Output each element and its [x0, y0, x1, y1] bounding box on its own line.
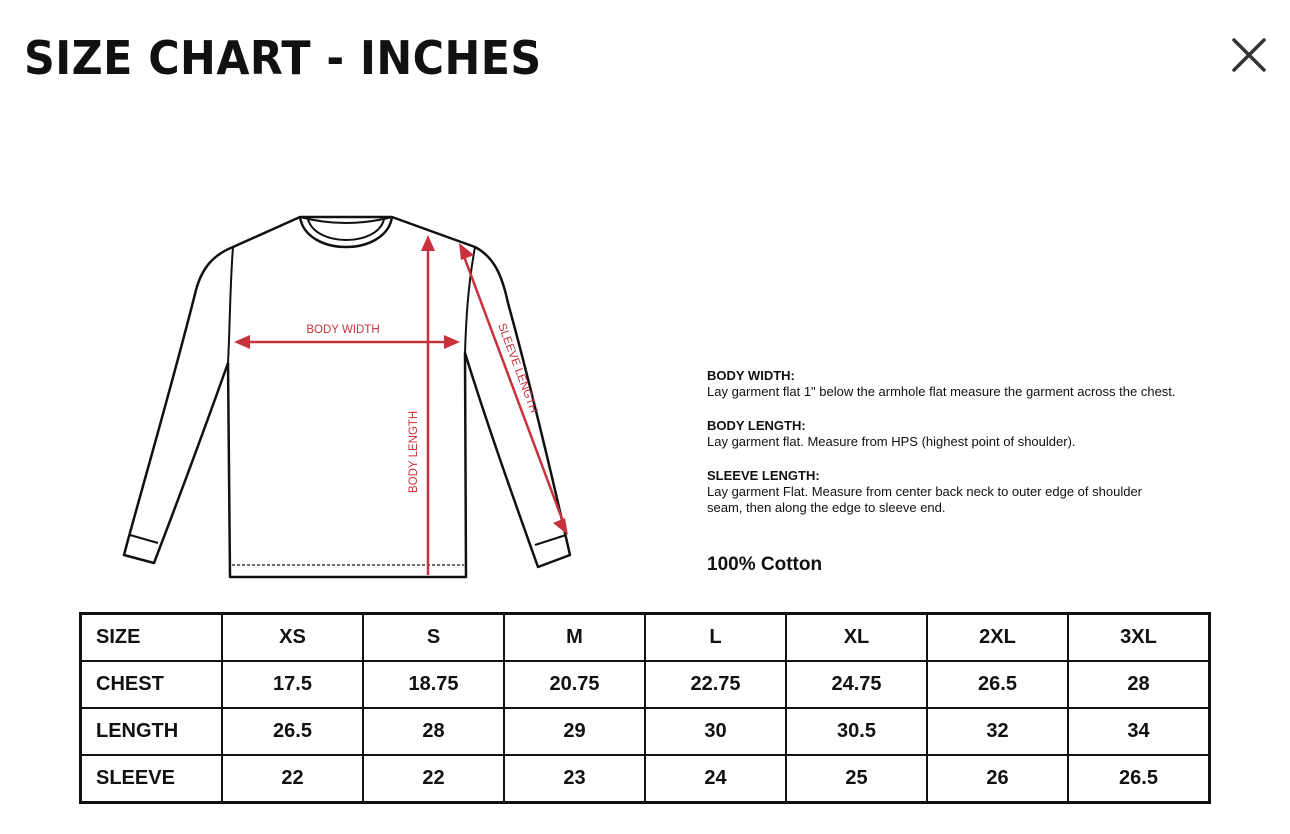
- table-cell: 30.5: [786, 708, 927, 755]
- right-cuff-seam: [535, 535, 566, 545]
- close-button[interactable]: [1228, 34, 1270, 76]
- shirt-outline: [124, 217, 570, 577]
- body-length-label: BODY LENGTH: [408, 410, 420, 493]
- table-cell: 29: [504, 708, 645, 755]
- sleeve-length-label: SLEEVE LENGTH: [495, 321, 540, 415]
- table-header-cell: 3XL: [1068, 614, 1210, 662]
- table-header-cell: XS: [222, 614, 363, 662]
- left-armhole-seam: [228, 247, 233, 363]
- body-width-arrow: [234, 335, 460, 349]
- table-cell: 32: [927, 708, 1068, 755]
- close-icon: [1228, 34, 1270, 76]
- description-heading: BODY LENGTH:: [707, 418, 806, 433]
- table-cell: 26: [927, 755, 1068, 803]
- table-header-row: [81, 614, 1210, 662]
- table-header-cell: XL: [786, 614, 927, 662]
- table-cell: 26.5: [927, 661, 1068, 708]
- table-cell: 22: [222, 755, 363, 803]
- table-header-cell: L: [645, 614, 786, 662]
- table-cell: 20.75: [504, 661, 645, 708]
- description-text: Lay garment flat 1" below the armhole flat measure the garment across the chest.: [707, 384, 1176, 399]
- description-heading: SLEEVE LENGTH:: [707, 468, 820, 483]
- table-cell: 28: [1068, 661, 1210, 708]
- measurement-descriptions: [707, 368, 1227, 534]
- table-cell: 30: [645, 708, 786, 755]
- body-width-description: [707, 368, 1227, 400]
- left-cuff-seam: [130, 535, 158, 543]
- table-cell: 18.75: [363, 661, 504, 708]
- table-cell: LENGTH: [81, 708, 223, 755]
- table-cell: 25: [786, 755, 927, 803]
- description-text: Lay garment Flat. Measure from center back neck to outer edge of shoulder seam, then along the edge to sleeve end.: [707, 484, 1143, 515]
- body-length-description: [707, 418, 1227, 450]
- page-title: SIZE CHART - INCHES: [24, 31, 542, 85]
- table-cell: 26.5: [222, 708, 363, 755]
- sleeve-length-description: [707, 468, 1227, 516]
- table-cell: 24.75: [786, 661, 927, 708]
- table-cell: 28: [363, 708, 504, 755]
- table-cell: 22: [363, 755, 504, 803]
- table-cell: 17.5: [222, 661, 363, 708]
- material-label: 100% Cotton: [707, 554, 823, 575]
- table-row: [81, 661, 1210, 708]
- garment-diagram: [110, 205, 590, 595]
- table-header-cell: 2XL: [927, 614, 1068, 662]
- body-width-label: BODY WIDTH: [306, 324, 380, 336]
- body-length-arrow: [421, 235, 435, 575]
- table-cell: 34: [1068, 708, 1210, 755]
- table-cell: CHEST: [81, 661, 223, 708]
- size-table: [79, 612, 1211, 804]
- table-row: [81, 755, 1210, 803]
- neckline-outer: [300, 217, 392, 247]
- table-cell: SLEEVE: [81, 755, 223, 803]
- table-header-cell: M: [504, 614, 645, 662]
- table-cell: 23: [504, 755, 645, 803]
- description-text: Lay garment flat. Measure from HPS (highest point of shoulder).: [707, 434, 1076, 449]
- table-header-cell: S: [363, 614, 504, 662]
- table-cell: 26.5: [1068, 755, 1210, 803]
- table-row: [81, 708, 1210, 755]
- table-header-cell: SIZE: [81, 614, 223, 662]
- table-cell: 22.75: [645, 661, 786, 708]
- description-heading: BODY WIDTH:: [707, 368, 795, 383]
- long-sleeve-shirt-illustration: [110, 205, 590, 590]
- table-cell: 24: [645, 755, 786, 803]
